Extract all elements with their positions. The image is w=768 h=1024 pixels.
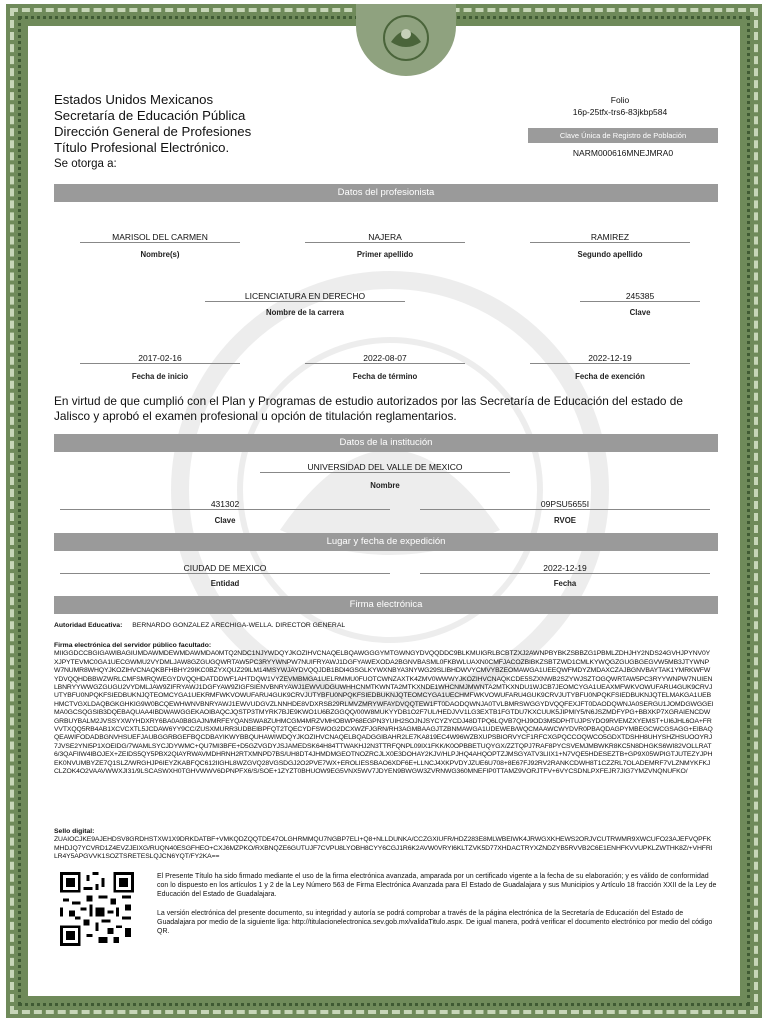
folio-label: Folio	[610, 95, 630, 105]
fecha-inicio-label: Fecha de inicio	[131, 372, 189, 381]
fecha-exencion-label: Fecha de exención	[575, 372, 645, 381]
qr-code-icon[interactable]	[60, 872, 134, 946]
document-type: Título Profesional Electrónico.	[54, 140, 230, 155]
legal-note-verification: La versión electrónica del presente documento, su integridad y autoría se podrá comprobar a través de la página electrónica de la Secretaría de Educación del Estado de Guadalajara por medio de la siguiente liga: http://titulacionelectronica.sev.gob.mx/validaTitulo.aspx. De igual manera, podrá verificar el documento electrónico por medio del código QR.	[157, 910, 713, 935]
carrera-value: LICENCIATURA EN DERECHO	[205, 291, 405, 302]
nombre-label: Nombre(s)	[140, 250, 180, 259]
issuer-directorate: Dirección General de Profesiones	[54, 124, 252, 139]
autoridad-label: Autoridad Educativa:	[54, 622, 123, 629]
curp-label: Clave Única de Registro de Población	[528, 128, 718, 143]
fecha-exencion-value: 2022-12-19	[530, 353, 690, 364]
folio-value: 16p-25tfx-trs6-83jkbp584	[572, 107, 668, 117]
nombre-value: MARISOL DEL CARMEN	[80, 232, 240, 243]
institucion-nombre-value: UNIVERSIDAD DEL VALLE DE MEXICO	[260, 462, 510, 473]
autoridad-value: BERNARDO GONZALEZ ARECHIGA-WELLA. DIRECTOR GENERAL	[132, 622, 346, 629]
autoridad-row	[54, 622, 714, 630]
granted-to-label: Se otorga a:	[54, 158, 117, 170]
segundo-apellido-value: RAMIREZ	[530, 232, 690, 243]
entidad-value: CIUDAD DE MEXICO	[60, 563, 390, 574]
firma-label: Firma electrónica del servidor público facultado:	[54, 642, 212, 649]
section-profesionista: Datos del profesionista	[54, 184, 718, 202]
segundo-apellido-label: Segundo apellido	[577, 250, 643, 259]
sello-value: ZUAIOCJKE9AJEHDSV8GRDHSTXW1X9DRKDATBF+VMKQDZQQTDE47OLGHRMMQU7NGBP7ELI+Q8+NLLDUNKA/CCZGXIUFR/HDZ283E8MLWBEIWK4JRWGXKHEWS2ORJVCUTRWMR9XWCUFO23AJEFVQPFKMHDJQ7YCVRD1Z4EVZJEIXG/RUQN40ESGFHEO+CXJ6MZPKO/RXBNQZE6GUTUJF7CVPU8LYOBH8CYY6CGJ1R6K2AVW0VRYI6KLTZVK5D77XHDACTRYXZNDZYB5RVVB2C6E1ENHFKVVUPKLZWTHK8Z/+VHFRILR4Y5APGVVK1SOZTSRETESLQJCN6YQT/FY2KA==	[54, 836, 713, 861]
institucion-clave-value: 431302	[60, 499, 390, 510]
section-expedicion: Lugar y fecha de expedición	[54, 533, 718, 551]
fecha-expedicion-label: Fecha	[553, 579, 577, 588]
firma-value: MIIGGDCCBGIGAWIBAGIUMDAWMDEWMDAWMDA0MTQ2NDC1NJYWDQYJKOZIHVCNAQELBQAWGGGYMTGWNGYDVQQDDC9BLKMUIGRLBCBTZXJ2AWNPBYBKZSBBZG1PBMLZDHJHY2NDS24GVHJPYNV0YXJPYTEVMC0GA1UECGWMU2VYDMLJAW8GZGUGQWRTAW5PC3RYYWNPW7NUIFRYAWJ1DGFYAWEXODA2BGNVBASML0FKBWLUAXN0CMFJACOZBIBKZSBTZWD1CMLKYWQGZGUGBGEGVW5MB3JTYWNPW7NUMR8WHQYJKOZIHVCNAQKBFHBHY29IKC0BZYXQUZ29ILM14MSYWJAYDVQQJDB1BDI4GSGLKYWXNBYA3NYWG29SLIBHDWVYCMVYBZEOMAWGA1UEEQWFMDYZMDAXCZAJBGNVBAYTAK1YMRKWFWYDVQQHDBBWZWRLCMFSMRQWEGYDVQQHDATDDWF1AHTDQW1VYZEVMBMGA1UELRMMU0FUOTCWNZAXTK4ZMV0WWWYJKOZIHVCNAQKCDE5SZXNWB2SZYWJSZTOGQWRTAW5PC3RYYWNPW7NUIENLBNRYYWWGZGUGU2VYDMLJAW9ZIFRYAWJ1DGFYAW9ZIGFSIENVBNRYAWJ1EWVUDGUWHHCNMTKWNTA2MTKXNDE1WHCNMJMWNTA2MTKXNDU1WJCB7JEOMCYGA1UEAXMFWKVOWUFARU4GUK9CRVJUTYBFU0NPQKFSIEDBUKNJQTEOMCYGA1UEKRMFWKVOWUFARU4GUK9CRVJUTYBFU0NPQKFSIEDBUKNJQTEOMCYGA1UECHMFWKVOWUFARU4GUK9CRVJUTYBFU0NPQKFSIEDBUKNJQTELMAKGA1UEBHMCTVGXLDAQBGKGHKIG9W0BCQEWHWNVBNRYAWJ1EWVUDGVZLNNHDE8VDXRSB29RLMVZMRYWFAYDVQQTEW1FT0DAODQWNJA0TVLBMRSWGGYDVQQFEXJFT0DAODQWNJA0SERGU1JOMDGWGGEIMA0GCSQGSIB3DQEBAQUAA4IBDWAWGGEKAOIBAQCJQSTP3TMYRK7BJE9KWO1U6BZGGQQ/00W8MUKYYDB1O2F7UL/HEDJVV1LG3EXTB1FGTDU7KXCUUK5JIPMIY5/N6JSZMDFYPG+BBXKP7XGRAIENCDWGRBUYBALM2JVSSYXWYHDXRY6BA0A0B8GAJN/MRFEYQANSWA8ZUHMCGM4MRZVMHOBWP68EGPN3YUIH2SOJNJSYCYZYCDJ48DTPQ6LQVB7QHJ9OD3M5DPHTUJPSYDO9RVEMZXYEMST+UI6JHL6OA+FRVVTXQQ5RB4AB1XCVCXTL5JCDAW6YY9CC/ZUSXMURR3UDBEIBPFQT2TQECYDFSWOG2DCXWZFJGRN/RH3AGMBAAGJTZBNMAWGA1UDEWEB/WQCMAAWCWYDVR0PBAQDAGPYMBEGCWCGSAGG+EIBAQQEAWIFODADBGNVHSUEFJAUBGGRBGEFBQCDBAYIKWYBBQUHAWIWDQYJKOZIHVCNAQELBQADGGIBAHR2LE7KA819EC4W96WZBXUPSBIORVYCF1RFCXGPQCCOQWCO5GDXTDSHH8UHYSHZHSUOOYRJ7JVSE2YNI5P1XOEIDG/7WAMLSYCJDYWMC+QU7MI3BFE+D5GZVGDYJSJAMEDSK64H84TTWAKHJ2N3TTRFQNPL09IX1FKK/K0OPBBETUQYGX/ZZTQPJ7RAF8PYCSVEMJMBWKR8KC5N8DHGKS6WI82VOLLRAT6/3QAFIIW4IBOJEX+ZEIDS5QY5PBX2QIAYRWAVMDHRNH2RTXMNPD7BS/UH8DT4JHMDMGEOTNOZRCJLX0E3DOHAY2KJV/HLPJHQ4AHQOPTZJMSGYATV3LIIX1+N7VQE5HDESEZTB+GP9X05WPIGTJUTEZYJPHEK0NVUMBYZE7Q1SLZ/WRGHJP6IEYZKABFQC612IIGHL8WZGVQ28VGSDGJ2O2PVE7WX+EROLIESSBAO6XDF6E+LLNCJ4XKPVDYJZUE6U708+8E67FJ92RV2RANKCDWH8T1CZZRL7OLADEMRF7VLZNMYKFKJCLZOK4O2VAAVWWXJI31/9LSCASWXH0TGHVWWV6DPNPFX6/S/SOE+1ZYZT0BHUOW9EG5VNX5WV7JDYEN9BWGW3ZVRNWG360MNEFIP0TTAMZ9VORJTFV+6VYCSDNLPXFEJR7JIG7YMZVNQNUFKO/	[54, 650, 714, 776]
accreditation-paragraph: En virtud de que cumplió con el Plan y Programas de estudio autorizados por las Secretaría de Educación del estado de Jalisco y aprobó el examen profesional u opción de titulación reglamentarios.	[54, 394, 683, 423]
issuer-country: Estados Unidos Mexicanos	[54, 92, 214, 107]
legal-note-signature: El Presente Título ha sido firmado mediante el uso de la firma electrónica avanzada, amparada por un certificado vigente a la fecha de su elaboración; y es válido de conformidad con lo dispuesto en los artículos 1 y 2 de la Ley Número 563 de Firma Electrónica Avanzada para El Estado de Guadalajara y sus Municipios y Artículo 18 fracción XXII de la Ley de Educación del Estado de Guadalajara.	[157, 873, 717, 898]
section-firma: Firma electrónica	[54, 596, 718, 614]
carrera-clave-value: 245385	[580, 291, 700, 302]
issuer-secretariat: Secretaría de Educación Pública	[54, 108, 246, 123]
institucion-nombre-label: Nombre	[370, 481, 400, 490]
carrera-label: Nombre de la carrera	[265, 308, 344, 317]
fecha-termino-value: 2022-08-07	[305, 353, 465, 364]
sello-block	[54, 828, 714, 862]
firma-block	[54, 642, 714, 777]
folio-block	[520, 94, 720, 118]
section-institucion: Datos de la institución	[54, 434, 718, 452]
entidad-label: Entidad	[210, 579, 240, 588]
curp-value: NARM000616MNEJMRA0	[572, 148, 674, 158]
primer-apellido-label: Primer apellido	[356, 250, 414, 259]
fecha-inicio-value: 2017-02-16	[80, 353, 240, 364]
institucion-clave-label: Clave	[214, 516, 236, 525]
fecha-expedicion-value: 2022-12-19	[420, 563, 710, 574]
issuer-header	[54, 92, 251, 172]
rvoe-label: RVOE	[554, 516, 576, 525]
carrera-clave-label: Clave	[629, 308, 651, 317]
fecha-termino-label: Fecha de término	[352, 372, 418, 381]
primer-apellido-value: NAJERA	[305, 232, 465, 243]
rvoe-value: 09PSU5655I	[420, 499, 710, 510]
sello-label: Sello digital:	[54, 828, 95, 835]
